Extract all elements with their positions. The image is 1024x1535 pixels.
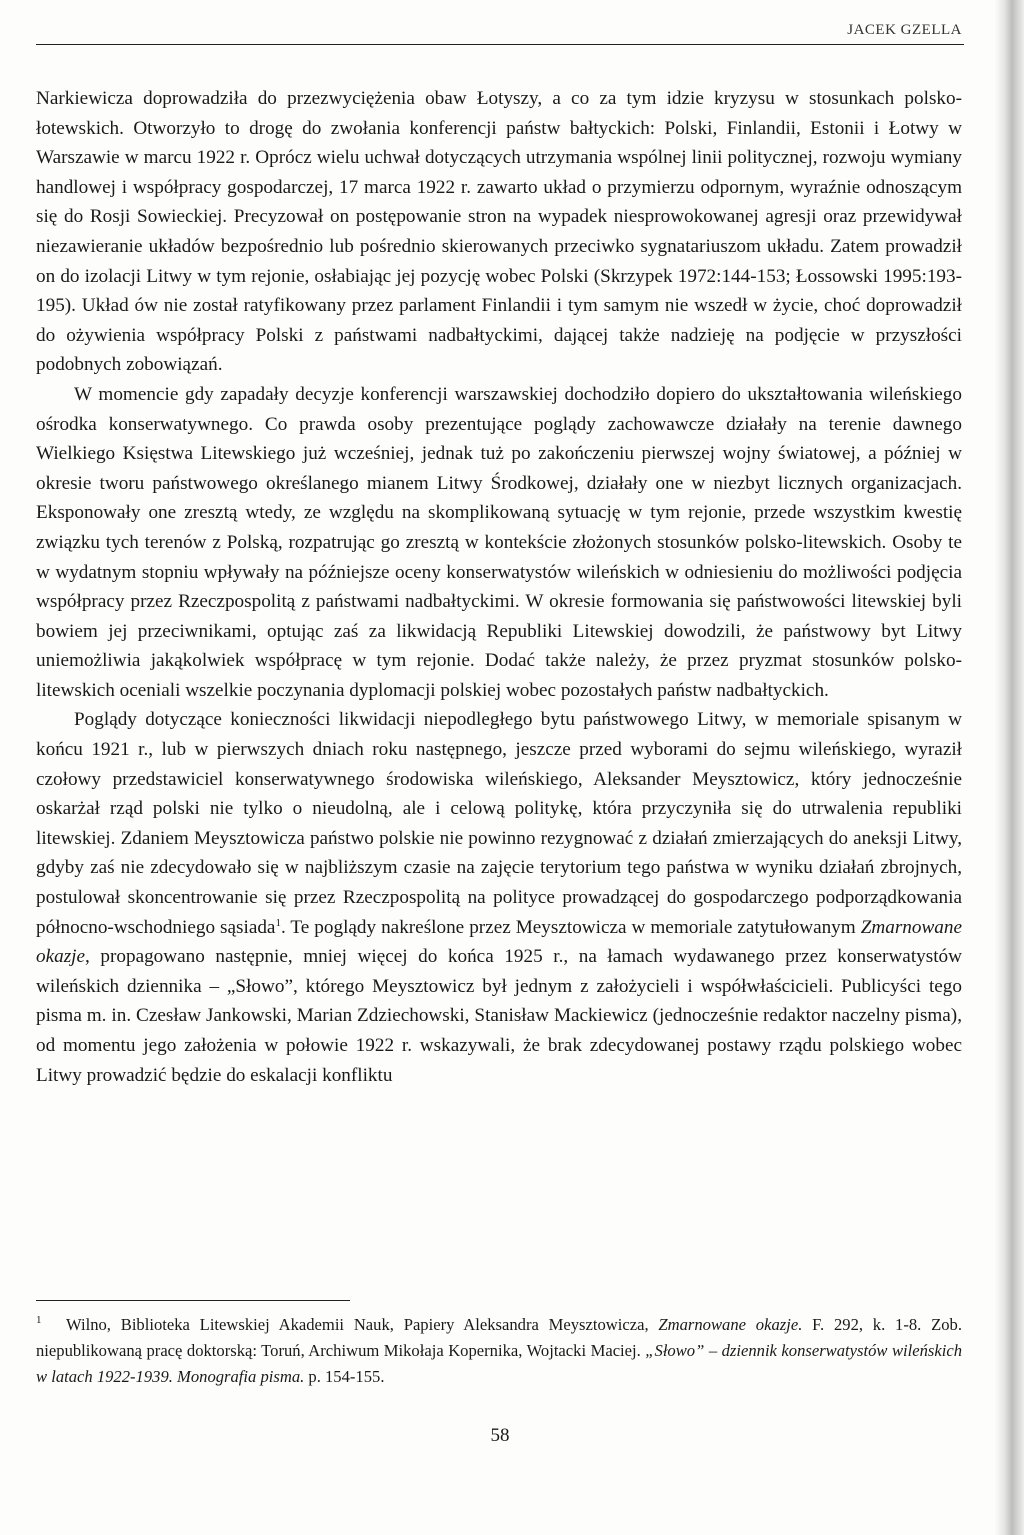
footnote-title-2: „Słowo” – dziennik konserwatystów wileńskich w latach 1922-1939. Monografia pisma. [36,1341,962,1386]
footnote [36,1312,962,1390]
paragraph-3-text-a: Poglądy dotyczące konieczności likwidacji niepodległego bytu państwowego Litwy, w memoriale spisanym w końcu 1921 r., lub w pierwszych dniach roku następnego, jeszcze przed wyborami do sejmu wileńskiego, wyraził czołowy przedstawiciel konserwatywnego środowiska wileńskiego, Aleksander Meysztowicz, który jednocześnie oskarżał rząd polski nie tylko o nieudolną, ale i celową politykę, która przyczyniła się do utrwalenia republiki litewskiej. Zdaniem Meysztowicza państwo polskie nie powinno rezygnować z działań zmierzających do aneksji Litwy, gdyby zaś nie zdecydowało się w najbliższym czasie na zajęcie terytorium tego państwa w wyniku działań zbrojnych, postulował skoncentrowanie się przez Rzeczpospolitą na polityce prowadzącej do gospodarczego podporządkowania północno-wschodniego sąsiada [36,709,962,938]
header-rule [36,44,964,45]
footnote-rule [36,1300,350,1301]
memorial-title: Zmarnowane okazje [36,916,962,968]
footnote-text-a: Wilno, Biblioteka Litewskiej Akademii Nauk, Papiery Aleksandra Meysztowicza, [66,1315,659,1334]
page-number: 58 [490,1425,510,1446]
footnote-title-1: Zmarnowane okazje. [658,1315,803,1334]
paragraph-3 [36,705,962,1090]
footnote-body [36,1315,962,1386]
scan-edge-shadow [994,0,1024,1535]
running-head: JACEK GZELLA [847,22,962,38]
paragraph-3-text-b: . Te poglądy nakreślone przez Meysztowicza w memoriale zatytułowanym [280,916,861,938]
paragraph-3-text-c: , propagowano następnie, mniej więcej do końca 1925 r., na łamach wydawanego przez konserwatystów wileńskich dziennika – „Słowo”, którego Meysztowicz był jednym z założycieli i współwłaścicieli. Publicyści tego pisma m. in. Czesław Jankowski, Marian Zdziechowski, Stanisław Mackiewicz (jednocześnie redaktor naczelny pisma), od momentu jego założenia w połowie 1922 r. wskazywali, że brak zdecydowanej postawy rządu polskiego wobec Litwy prowadzić będzie do eskalacji konfliktu [36,946,962,1086]
footnote-reference[interactable]: 1 [275,916,281,929]
footnote-text-c: p. 154-155. [304,1367,385,1386]
footnote-mark: 1 [36,1314,42,1326]
paragraph-1: Narkiewicza doprowadziła do przezwyciężenia obaw Łotyszy, a co za tym idzie kryzysu w stosunkach polsko-łotewskich. Otworzyło to drogę do zwołania konferencji państw bałtyckich: Polski, Finlandii, Estonii i Łotwy w Warszawie w marcu 1922 r. Oprócz wielu uchwał dotyczących utrzymania wspólnej linii politycznej, rozwoju wymiany handlowej i współpracy gospodarczej, 17 marca 1922 r. zawarto układ o przymierzu odpornym, wyraźnie odnoszącym się do Rosji Sowieckiej. Precyzował on postępowanie stron na wypadek niesprowokowanej agresji oraz przewidywał niezawieranie układów bezpośrednio lub pośrednio skierowanych przeciwko sygnatariuszom układu. Zatem prowadził on do izolacji Litwy w tym rejonie, osłabiając jej pozycję wobec Polski (Skrzypek 1972:144-153; Łossowski 1995:193-195). Układ ów nie został ratyfikowany przez parlament Finlandii i tym samym nie wszedł w życie, choć doprowadził do ożywienia współpracy Polski z państwami nadbałtyckimi, dającej także nadzieję na podjęcie w przyszłości podobnych zobowiązań. [36,88,962,376]
body-text [36,84,962,1090]
paragraph-2: W momencie gdy zapadały decyzje konferencji warszawskiej dochodziło dopiero do ukształtowania wileńskiego ośrodka konserwatywnego. Co prawda osoby prezentujące poglądy zachowawcze działały na terenie dawnego Wielkiego Księstwa Litewskiego już wcześniej, jednak tuż po zakończeniu pierwszej wojny światowej, a później w okresie tworu państwowego określanego mianem Litwy Środkowej, działały one w niezbyt licznych organizacjach. Eksponowały one zresztą wtedy, ze względu na skomplikowaną sytuację w tym rejonie, przede wszystkim kwestię związku tych terenów z Polską, rozpatrując go zresztą w kontekście złożonych stosunków polsko-litewskich. Osoby te w wydatnym stopniu wpływały na późniejsze oceny konserwatystów wileńskich w odniesieniu do możliwości podjęcia współpracy przez Rzeczpospolitą z państwami nadbałtyckimi. W okresie formowania się państwowości litewskiej byli bowiem jej przeciwnikami, optując zaś za likwidacją Republiki Litewskiej dowodzili, że państwowy byt Litwy uniemożliwia jakąkolwiek współpracę w tym rejonie. Dodać także należy, że przez pryzmat stosunków polsko-litewskich oceniali wszelkie poczynania dyplomacji polskiej wobec pozostałych państw nadbałtyckich. [36,383,962,701]
footnote-text-b: F. 292, k. 1-8. Zob. niepublikowaną pracę doktorską: Toruń, Archiwum Mikołaja Kopernika, Wojtacki Maciej. [36,1315,962,1360]
